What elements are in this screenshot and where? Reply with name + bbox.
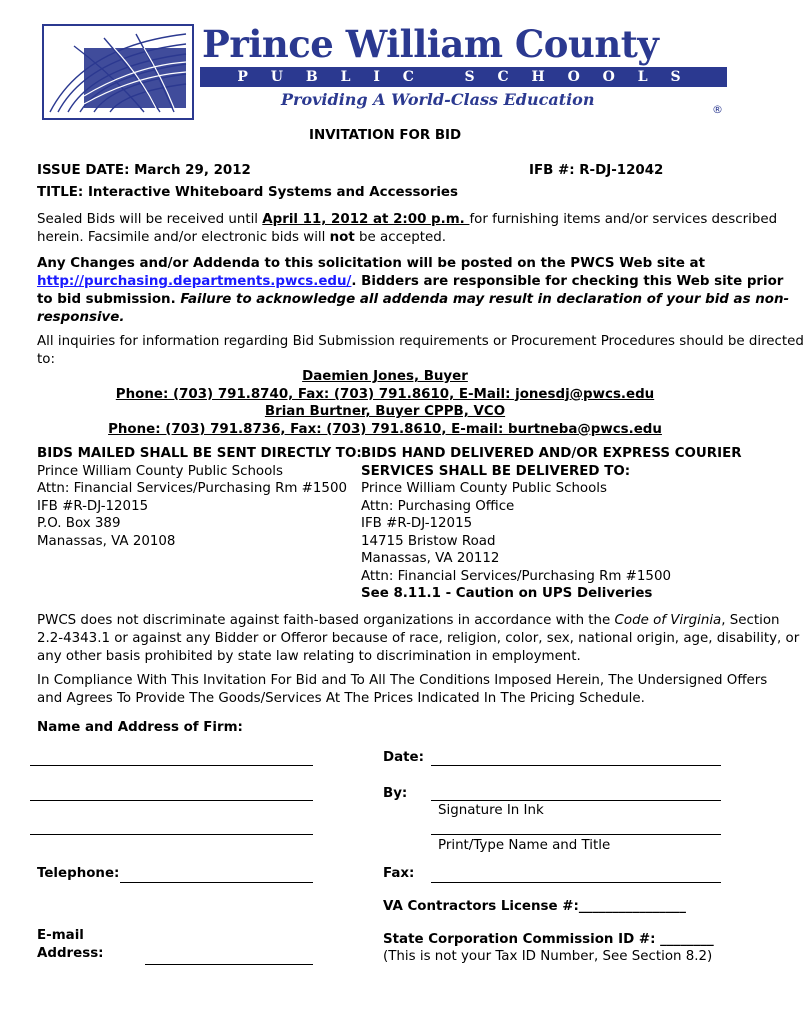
inquiries-line1: All inquiries for information regarding Bid Submission requirements or Procurement Procedures should be directed bbox=[37, 334, 804, 349]
sealed-line2-post: be accepted. bbox=[354, 230, 446, 245]
org-name: Prince William County bbox=[202, 22, 659, 66]
hand-delivery-block bbox=[361, 445, 741, 603]
sealed-line2-pre: herein. Facsimile and/or electronic bids will bbox=[37, 230, 330, 245]
code-of-virginia: Code of Virginia bbox=[614, 613, 722, 628]
email-label-1: E-mail bbox=[37, 928, 84, 943]
signature-caption: Signature In Ink bbox=[438, 803, 544, 818]
compliance-l1: In Compliance With This Invitation For Bid and To All The Conditions Imposed Herein, The Undersigned Offers bbox=[37, 673, 768, 688]
sealed-post: for furnishing items and/or services described bbox=[469, 212, 778, 227]
registered-mark: ® bbox=[712, 103, 723, 116]
contacts-block bbox=[0, 368, 770, 438]
mail-address-block bbox=[37, 445, 362, 550]
contact-1-name: Daemien Jones, Buyer bbox=[302, 369, 468, 384]
nondisc-l3: any other basis prohibited by state law relating to discrimination in employment. bbox=[37, 649, 581, 664]
addenda-warning-end: responsive. bbox=[37, 310, 125, 325]
nondisc-l1-post: , Section bbox=[721, 613, 780, 628]
print-name-line[interactable] bbox=[431, 834, 721, 835]
addenda-warning: Failure to acknowledge all addenda may result in declaration of your bid as non- bbox=[180, 292, 790, 307]
school-logo bbox=[42, 24, 194, 120]
mail-line: Manassas, VA 20108 bbox=[37, 533, 176, 549]
compliance-para bbox=[37, 672, 768, 708]
nondiscrimination-para bbox=[37, 612, 800, 666]
nondisc-l1-pre: PWCS does not discriminate against faith-based organizations in accordance with the bbox=[37, 613, 615, 628]
org-sub-banner bbox=[200, 67, 727, 87]
compliance-l2: and Agrees To Provide The Goods/Services At The Prices Indicated In The Pricing Schedule. bbox=[37, 691, 645, 706]
inquiries-para bbox=[37, 333, 804, 369]
addenda-line2: . Bidders are responsible for checking this Web site prior bbox=[351, 274, 784, 289]
addenda-line3: to bid submission. bbox=[37, 292, 181, 307]
addenda-para bbox=[37, 255, 790, 327]
bid-deadline: April 11, 2012 at 2:00 p.m. bbox=[262, 212, 470, 227]
tagline: Providing A World-Class Education bbox=[281, 90, 595, 109]
hand-line: Prince William County Public Schools bbox=[361, 481, 608, 496]
org-sub: P U B L I C S C H O O L S bbox=[237, 69, 690, 85]
mail-line: IFB #R-DJ-12015 bbox=[37, 498, 149, 514]
ifb-number: IFB #: R-DJ-12042 bbox=[529, 163, 664, 178]
globe-icon bbox=[44, 26, 192, 118]
telephone-label: Telephone: bbox=[37, 866, 120, 881]
hand-line: Attn: Purchasing Office bbox=[361, 498, 515, 514]
date-label: Date: bbox=[383, 750, 424, 765]
sealed-pre: Sealed Bids will be received until bbox=[37, 212, 263, 227]
fax-label: Fax: bbox=[383, 866, 415, 881]
firm-name-line[interactable] bbox=[30, 765, 313, 766]
issue-date: ISSUE DATE: March 29, 2012 bbox=[37, 163, 251, 178]
mail-heading: BIDS MAILED SHALL BE SENT DIRECTLY TO: bbox=[37, 446, 362, 461]
hand-line: Manassas, VA 20112 bbox=[361, 551, 500, 566]
doc-heading: INVITATION FOR BID bbox=[309, 128, 462, 143]
email-label-2: Address: bbox=[37, 945, 104, 961]
addenda-link[interactable]: http://purchasing.departments.pwcs.edu/ bbox=[37, 274, 352, 289]
sealed-bids-para bbox=[37, 211, 778, 247]
contact-1-phone: Phone: (703) 791.8740, Fax: (703) 791.8610, E-Mail: jonesdj@pwcs.edu bbox=[115, 386, 655, 402]
telephone-line[interactable] bbox=[120, 882, 313, 883]
email-label bbox=[37, 927, 104, 962]
hand-heading-1: BIDS HAND DELIVERED AND/OR EXPRESS COURIER bbox=[361, 446, 742, 461]
hand-line: 14715 Bristow Road bbox=[361, 533, 496, 549]
va-license-field[interactable]: VA Contractors License #:________________ bbox=[383, 899, 686, 914]
date-line[interactable] bbox=[431, 765, 721, 766]
print-name-caption: Print/Type Name and Title bbox=[438, 838, 611, 853]
nondisc-l2: 2.2-4343.1 or against any Bidder or Offeror because of race, religion, color, sex, national origin, age, disability, or bbox=[37, 631, 800, 646]
hand-line: IFB #R-DJ-12015 bbox=[361, 516, 473, 531]
sealed-not: not bbox=[329, 230, 355, 245]
firm-address-line-2[interactable] bbox=[30, 834, 313, 835]
firm-address-line-1[interactable] bbox=[30, 800, 313, 801]
inquiries-line2: to: bbox=[37, 352, 55, 367]
scc-id-field[interactable]: State Corporation Commission ID #: ________ bbox=[383, 932, 714, 947]
mail-line: P.O. Box 389 bbox=[37, 516, 121, 531]
signature-line[interactable] bbox=[431, 800, 721, 801]
fax-line[interactable] bbox=[431, 882, 721, 883]
firm-label: Name and Address of Firm: bbox=[37, 720, 243, 735]
contact-2-name: Brian Burtner, Buyer CPPB, VCO bbox=[264, 404, 506, 419]
scc-note: (This is not your Tax ID Number, See Section 8.2) bbox=[383, 949, 713, 964]
by-label: By: bbox=[383, 786, 408, 801]
contact-2-phone: Phone: (703) 791.8736, Fax: (703) 791.8610, E-mail: burtneba@pwcs.edu bbox=[108, 421, 662, 437]
addenda-line1: Any Changes and/or Addenda to this solicitation will be posted on the PWCS Web site at bbox=[37, 256, 705, 271]
mail-line: Prince William County Public Schools bbox=[37, 463, 284, 479]
bid-title: TITLE: Interactive Whiteboard Systems and Accessories bbox=[37, 185, 458, 200]
email-line[interactable] bbox=[145, 964, 313, 965]
hand-line: Attn: Financial Services/Purchasing Rm #1500 bbox=[361, 568, 671, 584]
hand-heading-2: SERVICES SHALL BE DELIVERED TO: bbox=[361, 463, 631, 479]
ups-caution: See 8.11.1 - Caution on UPS Deliveries bbox=[361, 586, 653, 601]
mail-line: Attn: Financial Services/Purchasing Rm #1500 bbox=[37, 481, 347, 496]
